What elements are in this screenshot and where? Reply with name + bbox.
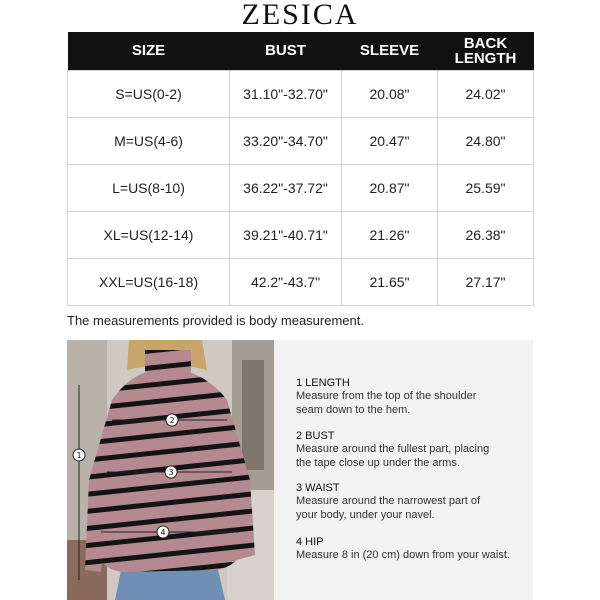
guide-desc-line: Measure around the narrowest part of <box>296 495 481 507</box>
svg-text:1: 1 <box>76 451 82 460</box>
cell-sleeve: 20.87" <box>342 164 438 211</box>
guide-item-waist <box>296 481 531 522</box>
svg-text:3: 3 <box>168 468 174 477</box>
header-sleeve: SLEEVE <box>342 32 438 70</box>
cell-bust: 39.21"-40.71" <box>230 211 342 258</box>
cell-back-length: 25.59" <box>438 164 534 211</box>
cell-sleeve: 21.65" <box>342 258 438 305</box>
cell-back-length: 27.17" <box>438 258 534 305</box>
guide-title: 1 LENGTH <box>296 377 350 389</box>
marker-2 <box>166 414 178 426</box>
measurement-note: The measurements provided is body measurement. <box>67 313 364 328</box>
cell-size: XXL=US(16-18) <box>68 258 230 305</box>
table-row <box>68 164 534 211</box>
guide-desc-line: seam down to the hem. <box>296 403 411 416</box>
cell-size: M=US(4-6) <box>68 117 230 164</box>
size-chart-table <box>67 32 534 306</box>
table-row <box>68 70 534 117</box>
cell-size: L=US(8-10) <box>68 164 230 211</box>
marker-4 <box>157 526 169 538</box>
guide-title: 4 HIP <box>296 536 324 548</box>
guide-desc-line: Measure from the top of the shoulder <box>296 390 477 402</box>
guide-desc-line: the tape close up under the arms. <box>296 456 460 469</box>
header-bust: BUST <box>230 32 342 70</box>
cell-size: XL=US(12-14) <box>68 211 230 258</box>
table-row <box>68 117 534 164</box>
guide-item-hip <box>296 535 531 563</box>
cell-bust: 36.22"-37.72" <box>230 164 342 211</box>
guide-desc-line: Measure around the fullest part, placing <box>296 443 490 455</box>
model-photo <box>67 340 274 600</box>
cell-back-length: 26.38" <box>438 211 534 258</box>
cell-bust: 42.2"-43.7" <box>230 258 342 305</box>
header-size: SIZE <box>68 32 230 70</box>
svg-text:2: 2 <box>169 416 175 425</box>
cell-bust: 33.20"-34.70" <box>230 117 342 164</box>
cell-size: S=US(0-2) <box>68 70 230 117</box>
cell-sleeve: 21.26" <box>342 211 438 258</box>
guide-title: 3 WAIST <box>296 482 340 494</box>
sweater-illustration <box>67 340 274 600</box>
svg-text:4: 4 <box>160 528 166 537</box>
cell-sleeve: 20.47" <box>342 117 438 164</box>
guide-title: 2 BUST <box>296 430 335 442</box>
table-row <box>68 258 534 305</box>
measurement-guide <box>274 340 533 600</box>
cell-back-length: 24.02" <box>438 70 534 117</box>
cell-sleeve: 20.08" <box>342 70 438 117</box>
marker-3 <box>165 466 177 478</box>
guide-desc-line: your body, under your navel. <box>296 508 435 521</box>
cell-back-length: 24.80" <box>438 117 534 164</box>
table-header-row <box>68 32 534 70</box>
brand-logo: ZESICA <box>241 0 359 31</box>
guide-item-length <box>296 376 531 417</box>
guide-desc-line: Measure 8 in (20 cm) down from your waist. <box>296 549 510 561</box>
marker-1 <box>73 449 85 461</box>
table-row <box>68 211 534 258</box>
cell-bust: 31.10"-32.70" <box>230 70 342 117</box>
guide-item-bust <box>296 429 531 470</box>
header-back-length: BACK LENGTH <box>438 32 534 70</box>
